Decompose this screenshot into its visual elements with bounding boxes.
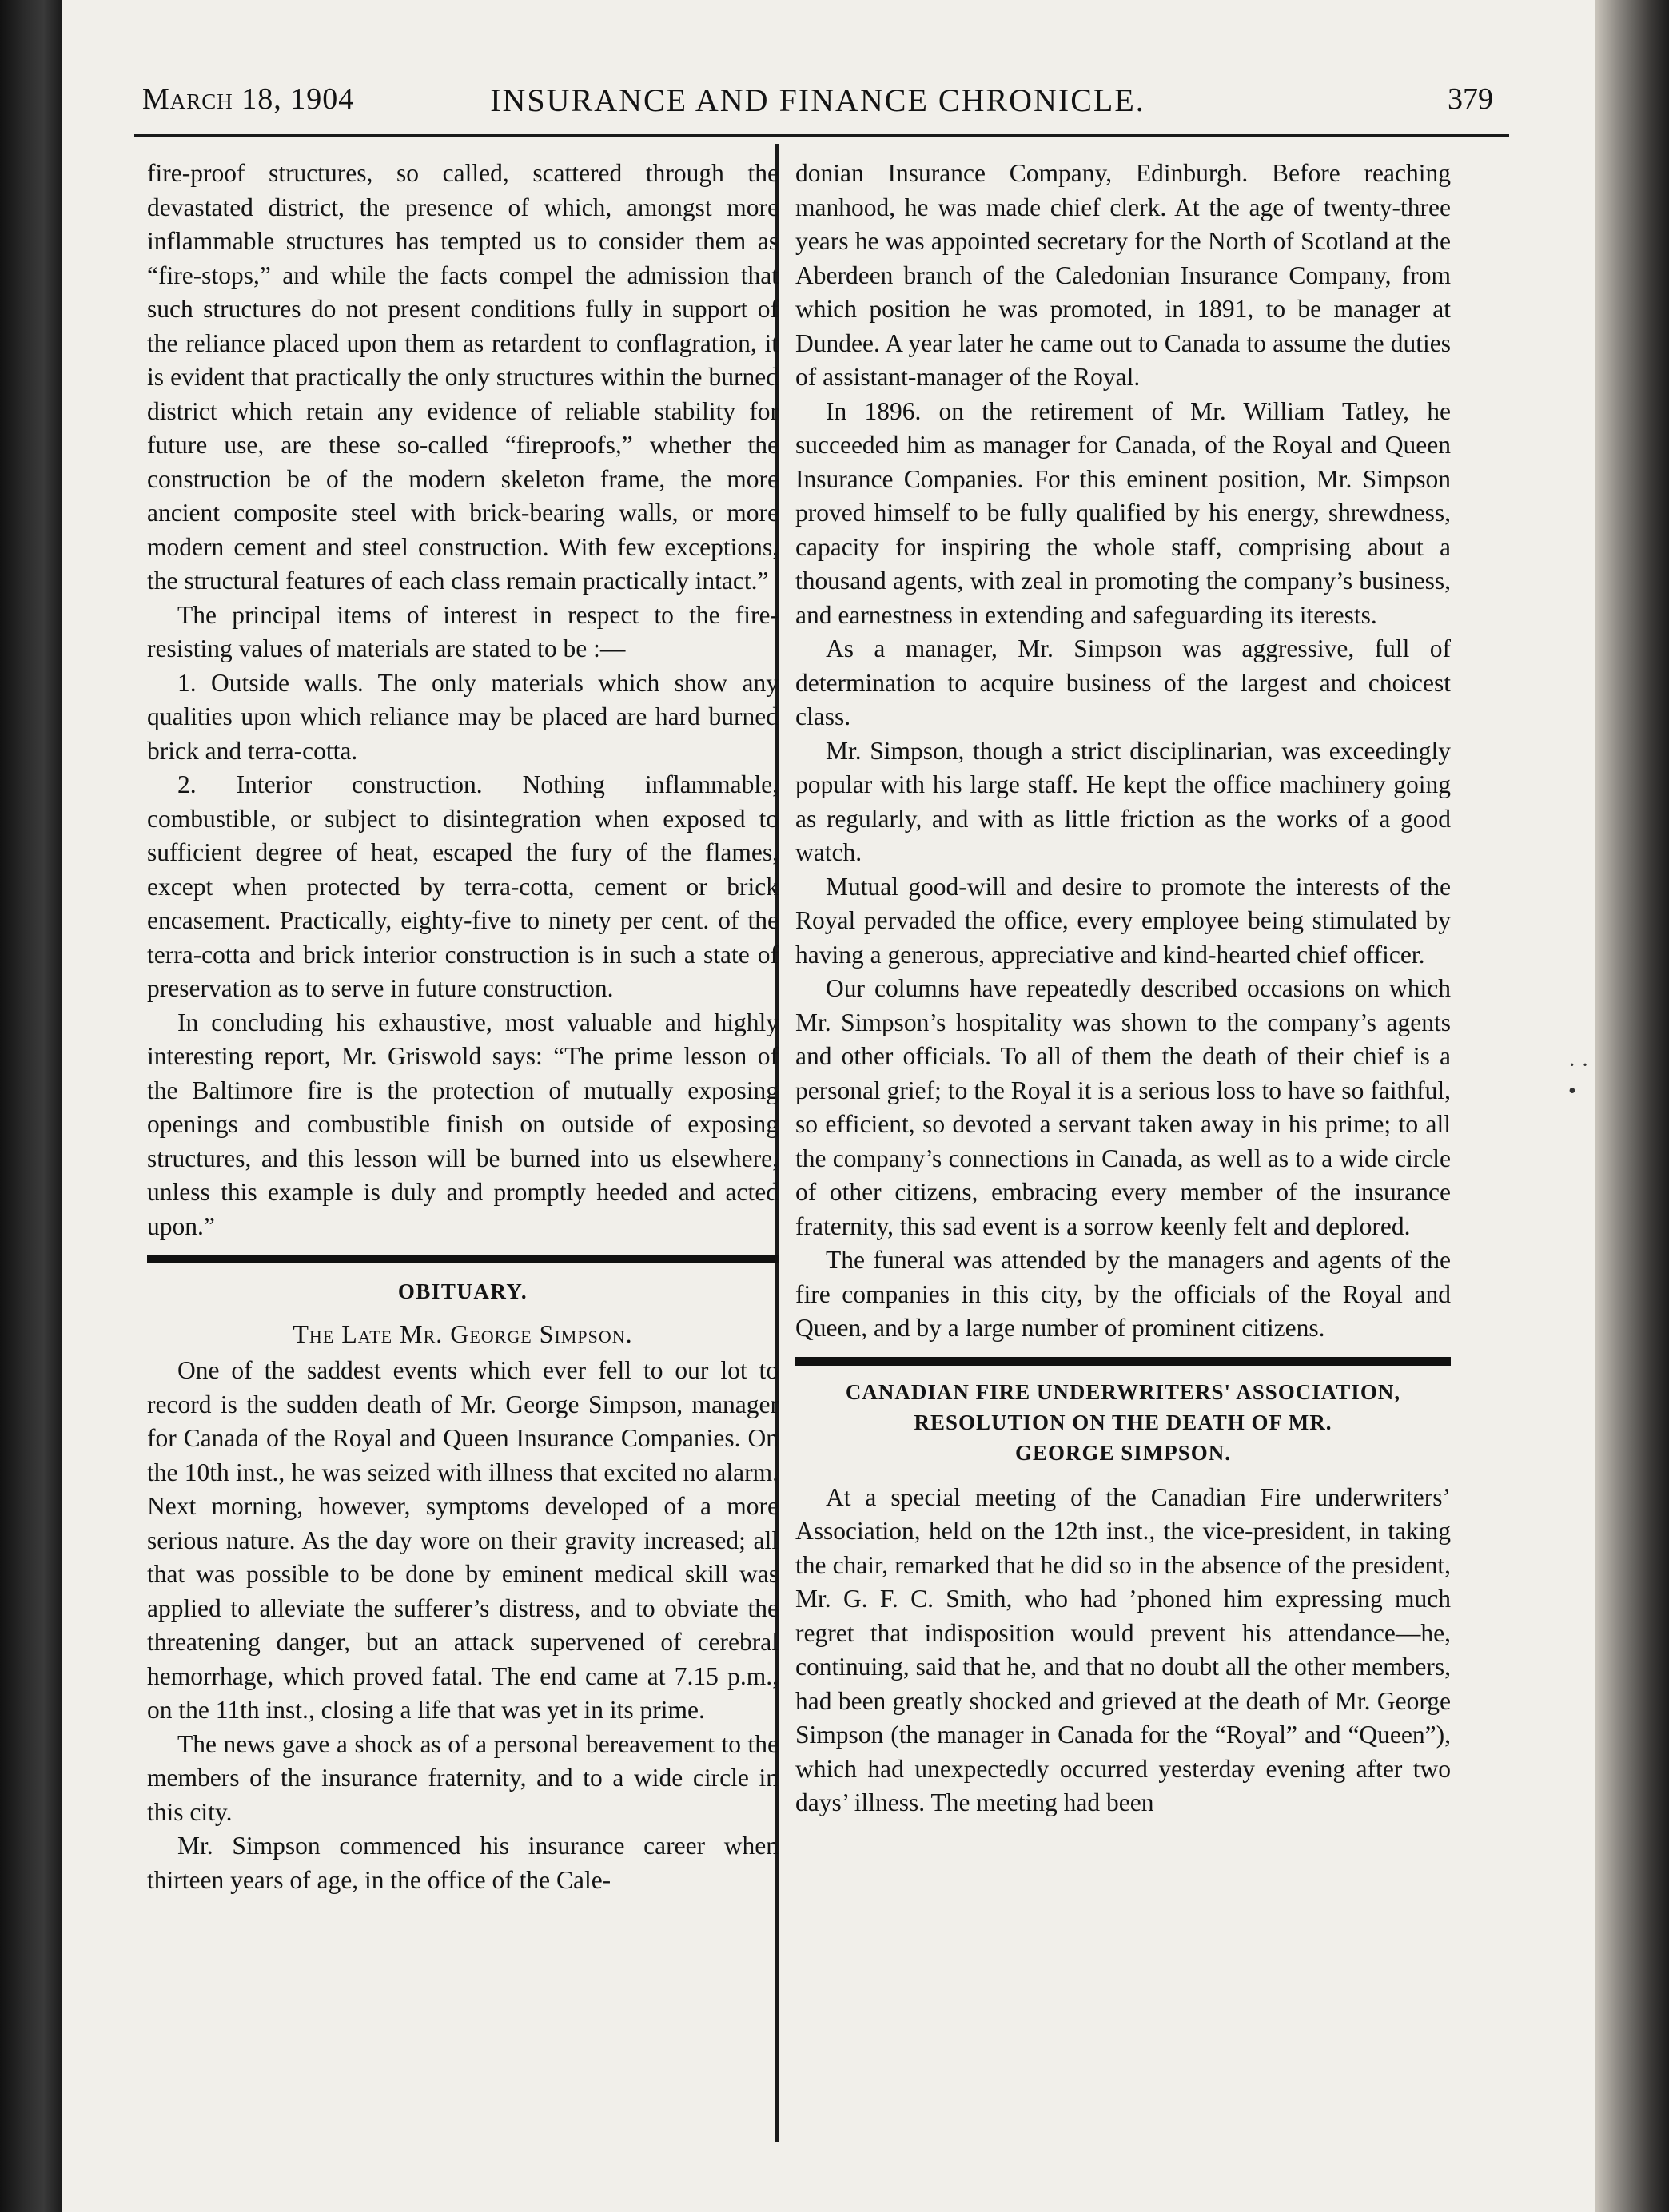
left-paragraph-1: fire-proof structures, so called, scattered through the devastated district, the presence of which, amongst more inflammable structures has tempted us to consider them as “fire-stops,” and while the facts compel the admission that such structures do not present conditions fully in support of the reliance placed upon them as retardent to conflagration, it is evident that practically the only structures within the burned district which retain any evidence of reliable stability for future use, are these so-called “fireproofs,” whether the construction be of the modern skeleton frame, the more ancient composite steel with brick-bearing walls, or more modern cement and steel construction. With few exceptions, the structural features of each class remain practically intact.” bbox=[147, 159, 779, 595]
newspaper-page bbox=[62, 0, 1595, 2212]
obituary-subheading: The Late Mr. George Simpson. bbox=[293, 1319, 633, 1348]
header-date: March 18, 1904 bbox=[142, 82, 355, 116]
right-paragraph-4: Mr. Simpson, though a strict disciplinarian, was exceedingly popular with his large staff. He kept the office machinery going as regularly, and with as little friction as the works of a good watch. bbox=[795, 736, 1451, 866]
section-rule bbox=[147, 1255, 779, 1263]
right-paragraph-3: As a manager, Mr. Simpson was aggressive, full of determination to acquire business of the largest and choicest class. bbox=[795, 635, 1451, 730]
section-rule bbox=[795, 1357, 1451, 1366]
header-title: INSURANCE AND FINANCE CHRONICLE. bbox=[490, 82, 1145, 118]
obituary-heading: OBITUARY. bbox=[397, 1279, 528, 1303]
right-paragraph-1: donian Insurance Company, Edinburgh. Before reaching manhood, he was made chief clerk. At the age of twenty-three years he was appointed secretary for the North of Scotland at the Aberdeen branch of the Caledonian Insurance Company, from which position he was promoted, in 1891, to be manager at Dundee. A year later he came out to Canada to assume the duties of assistant-manager of the Royal. bbox=[795, 159, 1451, 391]
left-paragraph-5: In concluding his exhaustive, most valuable and highly interesting report, Mr. Griswold says: “The prime lesson of the Baltimore fire is the protection of mutually exposing openings and combustible finish on outside of exposing structures, and this lesson will be burned into us elsewhere, unless this example is duly and promptly heeded and acted upon.” bbox=[147, 1008, 779, 1240]
obituary-paragraph-1: One of the saddest events which ever fell to our lot to record is the sudden death of Mr. George Simpson, manager for Canada of the Royal and Queen Insurance Companies. On the 10th inst., he was seized with illness that excited no alarm. Next morning, however, symptoms developed of a more serious nature. As the day wore on their gravity increased; all that was possible to be done by eminent medical skill was applied to alleviate the sufferer’s distress, and to obviate the threatening danger, but an attack supervened of cerebral hemorrhage, which proved fatal. The end came at 7.15 p.m., on the 11th inst., closing a life that was yet in its prime. bbox=[147, 1356, 779, 1724]
right-column bbox=[795, 157, 1451, 1820]
left-paragraph-3: 1. Outside walls. The only materials which show any qualities upon which reliance may be placed are hard burned brick and terra-cotta. bbox=[147, 668, 779, 765]
book-edge-right bbox=[1595, 0, 1669, 2212]
book-gutter-left bbox=[0, 0, 62, 2212]
left-column bbox=[147, 157, 779, 1897]
association-heading bbox=[795, 1377, 1451, 1468]
header-rule bbox=[134, 134, 1509, 137]
right-paragraph-2: In 1896. on the retirement of Mr. William Tatley, he succeeded him as manager for Canada, of the Royal and Queen Insurance Companies. For this eminent position, Mr. Simpson proved himself to be fully qualified by his energy, shrewdness, capacity for inspiring the whole staff, comprising about a thousand agents, with zeal in promoting the company’s business, and earnestness in extending and safeguarding its iterests. bbox=[795, 396, 1451, 629]
association-heading-line-3: GEORGE SIMPSON. bbox=[1014, 1440, 1232, 1465]
right-paragraph-7: The funeral was attended by the managers and agents of the fire companies in this city, by the officials of the Royal and Queen, and by a large number of prominent citizens. bbox=[795, 1246, 1451, 1342]
right-paragraph-5: Mutual good-will and desire to promote the interests of the Royal pervaded the office, every employee being stimulated by having a generous, appreciative and kind-hearted chief officer. bbox=[795, 872, 1451, 969]
association-heading-line-1: CANADIAN FIRE UNDERWRITERS' ASSOCIATION, bbox=[845, 1379, 1401, 1404]
header-page-number: 379 bbox=[1448, 82, 1493, 116]
obituary-paragraph-3: Mr. Simpson commenced his insurance career when thirteen years of age, in the office of the Cale- bbox=[147, 1832, 779, 1894]
left-paragraph-2: The principal items of interest in respect to the fire-resisting values of materials are stated to be :— bbox=[147, 600, 779, 662]
right-paragraph-6: Our columns have repeatedly described occasions on which Mr. Simpson’s hospitality was shown to the company’s agents and other officials. To all of them the death of their chief is a personal grief; to the Royal it is a serious loss to have so faithful, so efficient, so devoted a servant taken away in his prime; to all the company’s connections in Canada, as well as to a wide circle of other citizens, embracing every member of the insurance fraternity, this sad event is a sorrow keenly felt and deplored. bbox=[795, 974, 1451, 1240]
obituary-paragraph-2: The news gave a shock as of a personal bereavement to the members of the insurance fraternity, and to a wide circle in this city. bbox=[147, 1729, 779, 1826]
association-paragraph-1: At a special meeting of the Canadian Fire underwriters’ Association, held on the 12th inst., the vice-president, in taking the chair, remarked that he did so in the absence of the president, Mr. G. F. C. Smith, who had ’phoned him expressing much regret that indisposition would prevent his attendance—he, continuing, said that he, and that no doubt all the other members, had been greatly shocked and grieved at the death of Mr. George Simpson (the manager in Canada for the “Royal” and “Queen”), which had unexpectedly occurred yesterday evening after two days’ illness. The meeting had been bbox=[795, 1482, 1451, 1816]
page-header bbox=[142, 82, 1493, 129]
margin-speck: · · • bbox=[1568, 1053, 1589, 1104]
association-heading-line-2: RESOLUTION ON THE DEATH OF MR. bbox=[914, 1410, 1332, 1434]
left-paragraph-4: 2. Interior construction. Nothing inflammable, combustible, or subject to disintegration when exposed to sufficient degree of heat, escaped the fury of the flames, except when protected by terra-cotta, cement or brick encasement. Practically, eighty-five to ninety per cent. of the terra-cotta and brick interior construction is in such a state of preservation as to serve in future construction. bbox=[147, 770, 779, 1002]
